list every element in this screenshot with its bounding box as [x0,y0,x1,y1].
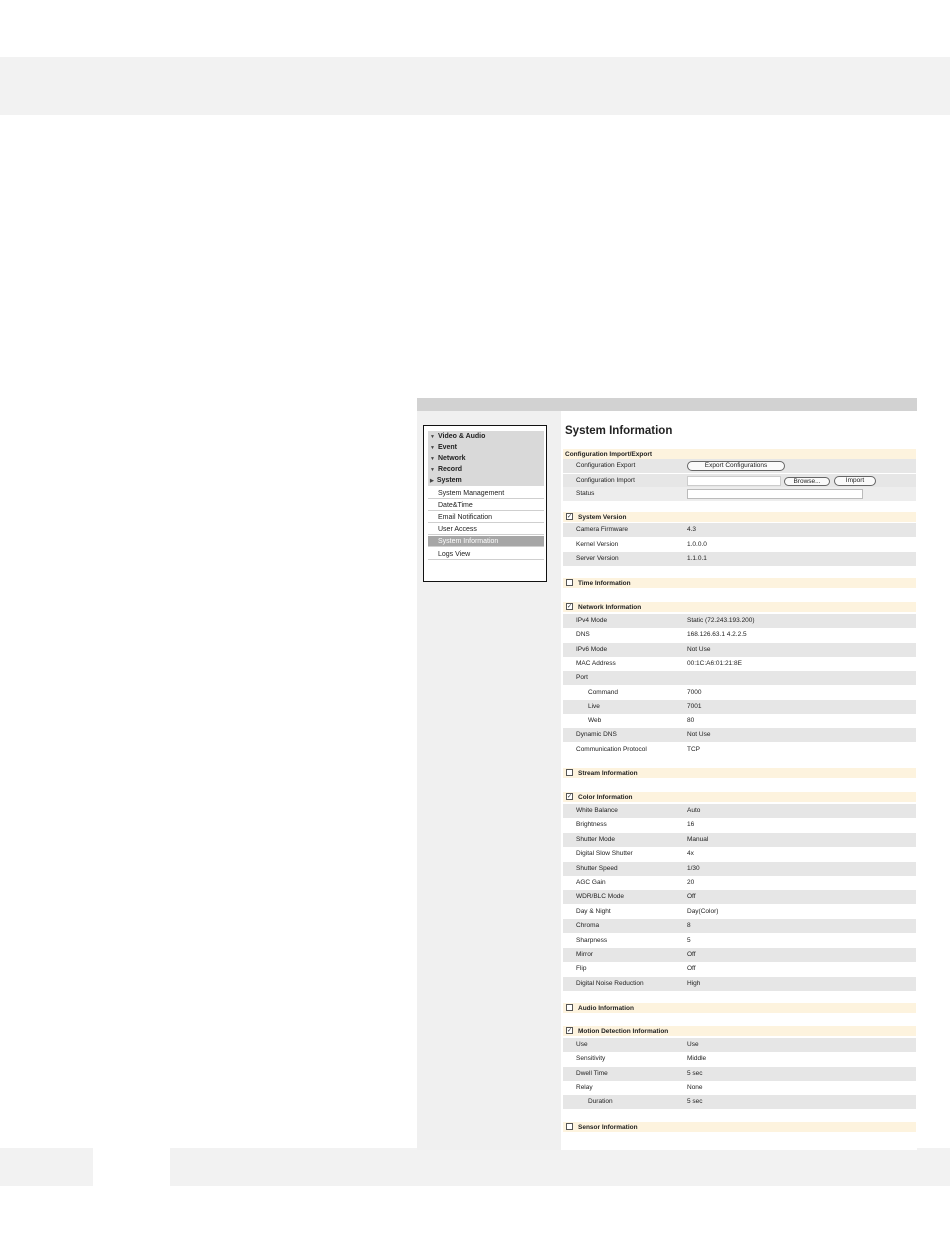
row-value: TCP [687,745,700,753]
menu-category-label: Video & Audio [437,433,486,440]
row-label: WDR/BLC Mode [576,893,625,901]
menu-category-network[interactable] [430,454,466,464]
row-value: 1/30 [687,864,700,872]
sidebar [417,411,561,1150]
menu-categories [428,431,544,486]
config-import-row [563,474,916,488]
info-row [563,743,916,757]
checkbox-checked-icon[interactable]: ✓ [567,514,573,520]
row-value: 4.3 [687,526,697,533]
info-row [563,643,916,657]
row-label: Sharpness [576,936,608,944]
info-row [563,671,916,685]
info-row [563,538,916,552]
info-row [563,876,916,890]
row-label: Shutter Speed [576,864,618,872]
info-row [563,833,916,847]
row-label: Sensitivity [576,1055,606,1063]
menu-category-label: Event [437,444,458,451]
section-label: Sensor Information [578,1124,638,1131]
row-label: Server Version [576,555,619,562]
section-label: Configuration Import/Export [565,451,653,458]
section-network-information [563,602,916,612]
info-row [563,818,916,832]
section-label: Network Information [578,604,642,611]
info-row [563,847,916,861]
checkbox-unchecked-icon[interactable] [566,579,573,586]
info-row [563,890,916,904]
row-label: Live [588,702,600,710]
row-label: AGC Gain [576,879,606,886]
row-value: Use [687,1041,699,1048]
page-title: System Information [565,425,673,437]
section-stream-information [563,768,916,778]
menu-item-user-access[interactable]: User Access [428,524,544,535]
info-row [563,1038,916,1052]
web-ui-screenshot [417,398,917,1150]
row-value: High [687,979,701,987]
row-value: Auto [687,807,701,814]
info-row [563,657,916,671]
row-label: IPv4 Mode [576,617,608,624]
menu-item-email-notification[interactable]: Email Notification [428,512,544,523]
section-color-information [563,792,916,802]
row-value: 7001 [687,702,702,710]
config-export-row [563,459,916,473]
footer-band-left [0,1148,93,1186]
checkbox-unchecked-icon[interactable] [566,1004,573,1011]
row-label: Kernel Version [576,540,619,548]
row-label: Flip [576,965,587,973]
info-row [563,1095,916,1109]
info-row [563,905,916,919]
status-row [563,487,916,501]
row-value: 8 [687,922,691,930]
section-label: Stream Information [578,770,638,777]
row-label: Brightness [576,821,607,829]
row-value: 80 [687,717,695,725]
info-row [563,614,916,628]
section-label: Time Information [578,580,631,587]
row-label: Command [588,688,618,696]
section-time-information [563,578,916,588]
info-row [563,714,916,728]
info-row [563,628,916,642]
row-value: 5 [687,936,691,944]
row-value: Not Use [687,645,711,653]
menu-category-system[interactable] [430,476,462,486]
checkbox-checked-icon[interactable]: ✓ [567,604,573,610]
row-label: Use [576,1041,588,1048]
row-value: Manual [687,835,709,843]
row-label: Duration [588,1098,613,1106]
row-value: 5 sec [687,1098,703,1106]
info-row [563,862,916,876]
checkbox-checked-icon[interactable]: ✓ [567,794,573,800]
row-label: Day & Night [576,907,611,915]
chevron-right-icon: ▶ [430,478,434,484]
row-label: Camera Firmware [576,526,629,533]
row-value: 16 [687,821,695,829]
row-label: Configuration Export [576,462,636,469]
row-label: Configuration Import [576,477,635,484]
menu-category-label: Record [437,466,463,473]
chevron-down-icon: ▼ [430,434,435,440]
info-row [563,804,916,818]
info-row [563,700,916,714]
menu-category-label: System [436,477,462,484]
row-label: Digital Slow Shutter [576,850,633,858]
menu-category-record[interactable] [430,465,462,475]
section-sensor-information [563,1122,916,1132]
section-label: Color Information [578,794,633,801]
menu-item-date-time[interactable]: Date&Time [428,500,544,511]
footer-band-right [170,1148,950,1186]
row-value: 00:1C:A6:01:21:8E [687,659,742,667]
row-value: 1.0.0.0 [687,540,707,548]
chevron-down-icon: ▼ [430,456,435,462]
info-row [563,948,916,962]
section-label: System Version [578,514,627,521]
section-audio-information [563,1003,916,1013]
section-label: Motion Detection Information [578,1028,669,1035]
info-row [563,977,916,991]
row-value: Off [687,951,696,958]
chevron-down-icon: ▼ [430,445,435,451]
menu-item-system-information[interactable]: System Information [428,536,544,547]
info-row [563,728,916,742]
section-motion-detection [563,1026,916,1036]
row-value: Day(Color) [687,907,719,915]
menu-category-video-audio[interactable] [430,432,485,442]
row-value: 168.126.63.1 4.2.2.5 [687,631,747,639]
row-label: MAC Address [576,659,616,667]
row-value: None [687,1083,703,1091]
row-label: Dwell Time [576,1069,608,1077]
info-row [563,523,916,537]
info-row [563,1067,916,1081]
row-value: 5 sec [687,1069,703,1077]
info-row [563,934,916,948]
header-band [0,57,950,115]
export-configurations-button[interactable]: Export Configurations [687,461,785,471]
menu-category-label: Network [437,455,466,462]
row-value: 1.1.0.1 [687,555,707,562]
row-label: White Balance [576,807,618,814]
import-button[interactable]: Import [834,476,876,486]
row-value: Middle [687,1055,707,1063]
row-label: Digital Noise Reduction [576,979,644,987]
menu-item-logs-view[interactable]: Logs View [428,549,544,560]
settings-menu [423,425,547,582]
menu-item-system-management[interactable]: System Management [428,488,544,499]
row-label: Communication Protocol [576,745,647,753]
menu-category-event[interactable] [430,443,457,453]
row-value: Off [687,893,696,901]
chevron-down-icon: ▼ [430,467,435,473]
row-label: Port [576,674,588,682]
row-value: Off [687,965,696,973]
info-row [563,1081,916,1095]
row-value: Not Use [687,731,711,739]
info-row [563,1052,916,1066]
row-label: Mirror [576,951,593,958]
import-file-field[interactable] [687,476,781,486]
checkbox-unchecked-icon[interactable] [566,1123,573,1130]
row-label: Dynamic DNS [576,731,617,739]
section-label: Audio Information [578,1005,634,1012]
info-row [563,919,916,933]
row-label: Shutter Mode [576,835,616,843]
row-label: Relay [576,1083,593,1091]
browse-button[interactable]: Browse... [784,477,830,486]
checkbox-unchecked-icon[interactable] [566,769,573,776]
info-row [563,686,916,700]
row-label: Status [576,490,595,497]
top-bar [417,398,917,411]
info-row [563,962,916,976]
section-system-version [563,512,916,522]
row-value: 4x [687,850,694,858]
row-label: IPv6 Mode [576,645,608,653]
row-value: 20 [687,879,695,886]
section-configuration [563,449,916,459]
row-value: 7000 [687,688,702,696]
info-row [563,552,916,566]
row-value: Static (72.243.193.200) [687,617,755,624]
row-label: Web [588,717,602,725]
row-label: DNS [576,631,590,639]
row-label: Chroma [576,922,600,930]
status-field [687,489,863,499]
checkbox-checked-icon[interactable]: ✓ [567,1028,573,1034]
